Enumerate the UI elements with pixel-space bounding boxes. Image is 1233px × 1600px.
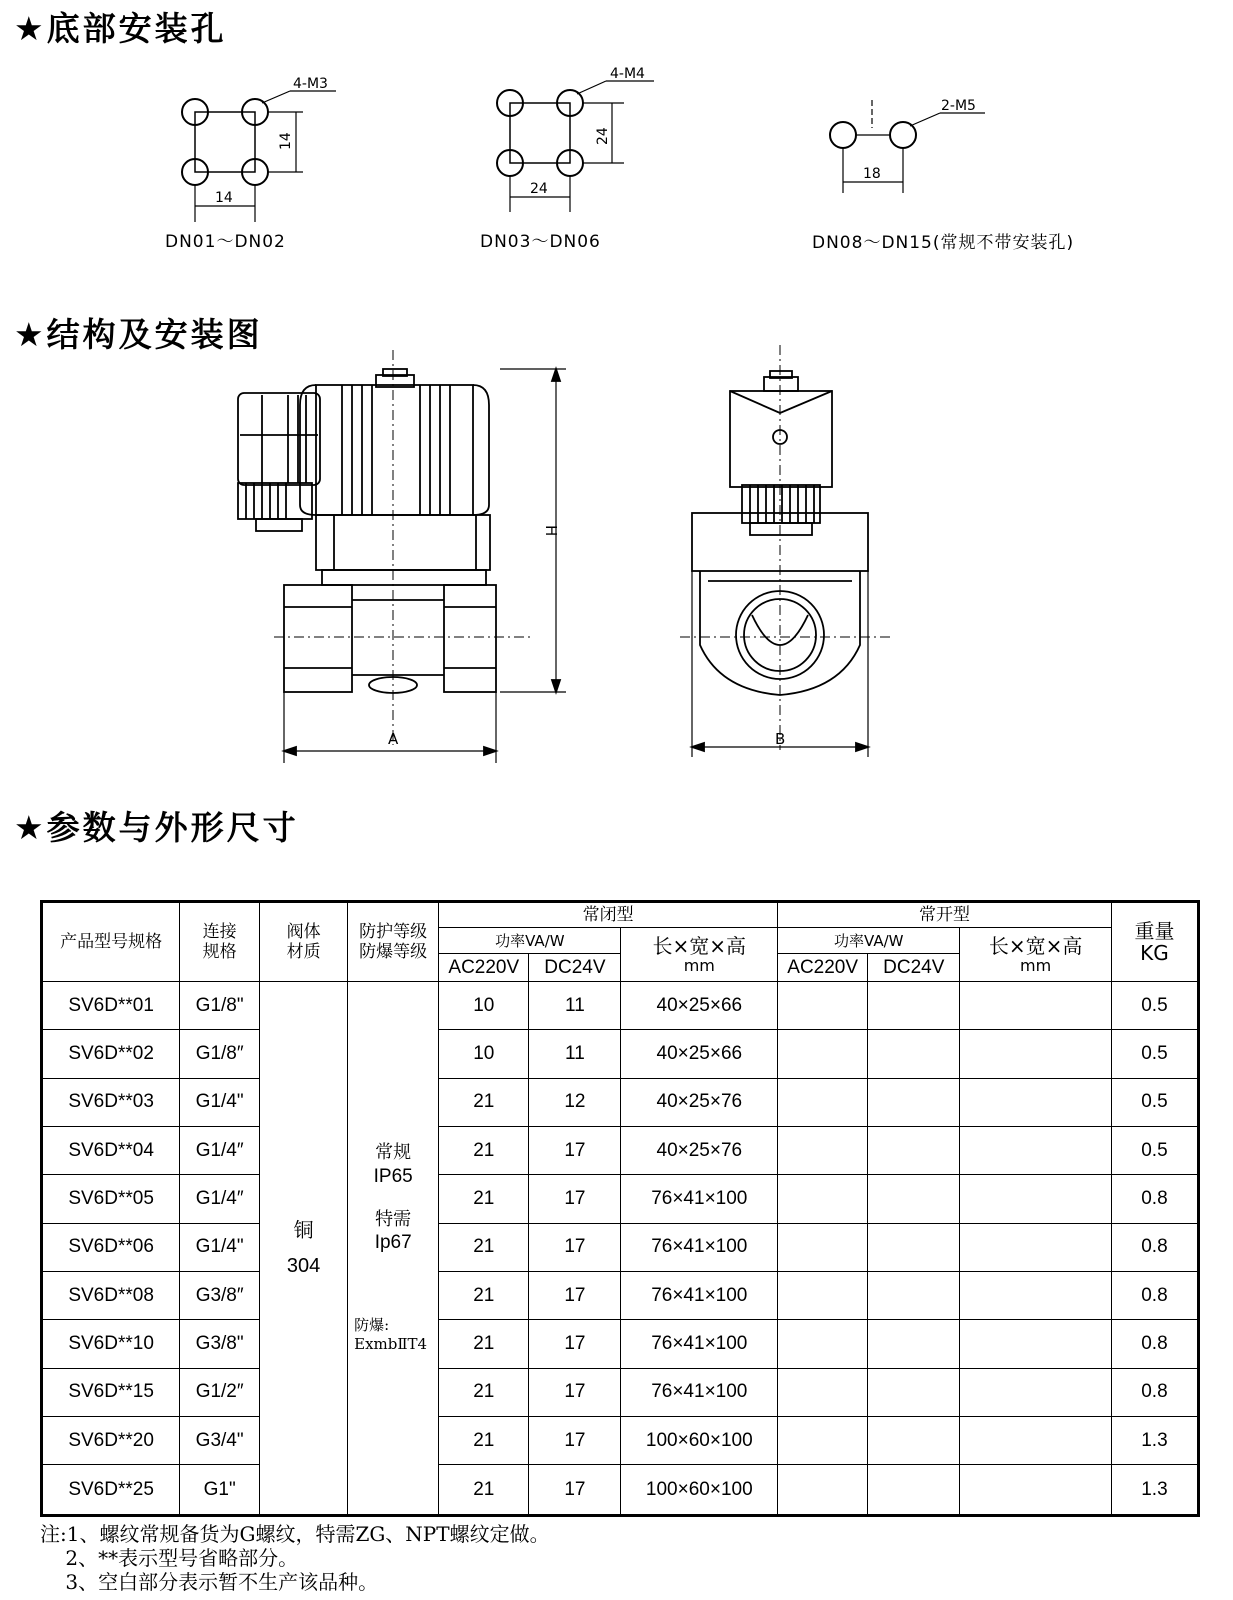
header-body-material: 阀体 材质 [260,902,348,982]
header-normally-closed: 常闭型 [439,902,778,928]
table-row [42,1223,1199,1271]
cell-connection: G1/8" [180,982,260,1030]
mounting-diagram-dn03-dn06 [497,81,654,212]
dim-label-b: B [775,730,786,748]
cell-no-dc [868,1465,960,1516]
cell-weight: 0.8 [1111,1320,1198,1368]
cell-connection: G1" [180,1465,260,1516]
spec-table [40,900,1200,1517]
table-row [42,1320,1199,1368]
table-row [42,1030,1199,1078]
cell-connection: G1/4" [180,1223,260,1271]
cell-nc-dims: 76×41×100 [621,1223,778,1271]
cell-nc-dims: 76×41×100 [621,1175,778,1223]
cell-no-ac [778,1320,868,1368]
cell-weight: 0.8 [1111,1175,1198,1223]
caption-dn03-dn06: DN03～DN06 [480,232,601,252]
table-row [42,1272,1199,1320]
cell-no-dc [868,1417,960,1465]
cell-model: SV6D**20 [42,1417,180,1465]
cell-model: SV6D**05 [42,1175,180,1223]
note-3: 3、空白部分表示暂不生产该品种。 [40,1570,379,1594]
cell-nc-dc: 11 [529,982,621,1030]
thread-label-1: 4-M3 [293,76,328,92]
cell-nc-dc: 17 [529,1417,621,1465]
thread-label-2: 4-M4 [610,66,645,82]
cell-nc-dims: 100×60×100 [621,1417,778,1465]
table-row [42,1127,1199,1175]
dim-label-3h: 18 [863,166,881,182]
cell-no-dc [868,1320,960,1368]
cell-protection: 常规 IP65 特需 Ip67 防爆: ExmbⅡT4 [348,982,439,1516]
header-nc-dims: 长×宽×高 mm [621,928,778,982]
cell-no-dims [960,1127,1112,1175]
cell-nc-ac: 21 [439,1272,529,1320]
mounting-hole-diagrams [0,0,1233,270]
cell-nc-ac: 21 [439,1175,529,1223]
header-no-dc: DC24V [868,954,960,982]
cell-connection: G1/4″ [180,1175,260,1223]
cell-weight: 0.5 [1111,1078,1198,1126]
cell-no-dims [960,1465,1112,1516]
cell-connection: G3/8" [180,1320,260,1368]
header-no-dims: 长×宽×高 mm [960,928,1112,982]
thread-label-3: 2-M5 [941,98,976,114]
cell-no-dims [960,1272,1112,1320]
cell-no-dc [868,982,960,1030]
cell-nc-dc: 17 [529,1272,621,1320]
cell-nc-dims: 40×25×66 [621,1030,778,1078]
cell-nc-dims: 40×25×76 [621,1078,778,1126]
cell-no-dims [960,1078,1112,1126]
cell-nc-dc: 11 [529,1030,621,1078]
cell-model: SV6D**25 [42,1465,180,1516]
cell-no-dims [960,1320,1112,1368]
cell-model: SV6D**15 [42,1368,180,1416]
cell-no-dims [960,1417,1112,1465]
notes [40,1522,550,1594]
cell-no-dc [868,1368,960,1416]
cell-weight: 0.8 [1111,1368,1198,1416]
cell-body-material: 铜 304 [260,982,348,1516]
cell-no-ac [778,1368,868,1416]
dim-label-2v: 24 [595,127,611,145]
cell-model: SV6D**06 [42,1223,180,1271]
caption-dn08-dn15: DN08～DN15(常规不带安装孔) [812,233,1075,253]
cell-nc-dc: 17 [529,1320,621,1368]
cell-model: SV6D**10 [42,1320,180,1368]
cell-connection: G3/8″ [180,1272,260,1320]
header-no-ac: AC220V [778,954,868,982]
cell-nc-ac: 21 [439,1368,529,1416]
cell-nc-dims: 40×25×66 [621,982,778,1030]
cell-nc-dc: 17 [529,1465,621,1516]
section-title-parameters: ★参数与外形尺寸 [14,808,299,847]
cell-nc-dims: 76×41×100 [621,1368,778,1416]
header-nc-dc: DC24V [529,954,621,982]
header-normally-open: 常开型 [778,902,1112,928]
cell-connection: G1/8″ [180,1030,260,1078]
cell-weight: 0.5 [1111,982,1198,1030]
cell-nc-ac: 10 [439,982,529,1030]
cell-model: SV6D**01 [42,982,180,1030]
cell-connection: G1/2″ [180,1368,260,1416]
cell-nc-ac: 21 [439,1078,529,1126]
cell-nc-ac: 21 [439,1320,529,1368]
cell-no-ac [778,1175,868,1223]
cell-nc-dc: 17 [529,1175,621,1223]
note-1: 注:1、螺纹常规备货为G螺纹，特需ZG、NPT螺纹定做。 [40,1522,550,1546]
cell-weight: 0.8 [1111,1272,1198,1320]
cell-no-ac [778,982,868,1030]
cell-nc-ac: 10 [439,1030,529,1078]
cell-weight: 0.5 [1111,1030,1198,1078]
cell-nc-ac: 21 [439,1127,529,1175]
cell-model: SV6D**04 [42,1127,180,1175]
cell-no-ac [778,1417,868,1465]
dim-label-1h: 14 [215,190,233,206]
cell-nc-dc: 17 [529,1223,621,1271]
cell-no-ac [778,1465,868,1516]
cell-model: SV6D**08 [42,1272,180,1320]
cell-no-dc [868,1223,960,1271]
cell-nc-dims: 76×41×100 [621,1320,778,1368]
dim-label-1v: 14 [278,132,294,150]
cell-no-ac [778,1127,868,1175]
table-row [42,1417,1199,1465]
cell-connection: G1/4" [180,1078,260,1126]
cell-no-dc [868,1175,960,1223]
header-protection: 防护等级 防爆等级 [348,902,439,982]
header-no-power: 功率VA/W [778,928,960,954]
table-row [42,982,1199,1030]
mounting-diagram-dn01-dn02 [182,91,336,222]
cell-no-dc [868,1078,960,1126]
cell-no-ac [778,1272,868,1320]
header-weight: 重量 KG [1111,902,1198,982]
cell-weight: 1.3 [1111,1465,1198,1516]
cell-no-ac [778,1223,868,1271]
cell-nc-dims: 100×60×100 [621,1465,778,1516]
table-row [42,1368,1199,1416]
cell-nc-dc: 17 [529,1368,621,1416]
cell-no-dims [960,1368,1112,1416]
cell-connection: G3/4" [180,1417,260,1465]
dim-label-h: H [542,525,560,537]
cell-nc-dims: 76×41×100 [621,1272,778,1320]
table-row [42,1175,1199,1223]
cell-no-dc [868,1272,960,1320]
section-title-mounting-holes: ★底部安装孔 [14,9,227,48]
cell-nc-ac: 21 [439,1223,529,1271]
table-row [42,1078,1199,1126]
cell-no-dims [960,982,1112,1030]
cell-no-ac [778,1030,868,1078]
valve-front-view [680,345,890,757]
cell-no-ac [778,1078,868,1126]
valve-structure-drawing [0,345,1233,765]
cell-no-dims [960,1175,1112,1223]
cell-nc-dc: 17 [529,1127,621,1175]
cell-weight: 0.8 [1111,1223,1198,1271]
section-title-structure: ★结构及安装图 [14,315,263,354]
cell-connection: G1/4″ [180,1127,260,1175]
dim-label-a: A [388,730,399,748]
table-row [42,1465,1199,1516]
cell-nc-ac: 21 [439,1465,529,1516]
header-nc-power: 功率VA/W [439,928,621,954]
header-nc-ac: AC220V [439,954,529,982]
cell-model: SV6D**02 [42,1030,180,1078]
cell-no-dims [960,1223,1112,1271]
cell-no-dims [960,1030,1112,1078]
cell-weight: 0.5 [1111,1127,1198,1175]
cell-no-dc [868,1127,960,1175]
caption-dn01-dn02: DN01～DN02 [165,232,286,252]
dim-label-2h: 24 [530,181,548,197]
cell-nc-dc: 12 [529,1078,621,1126]
note-2: 2、**表示型号省略部分。 [40,1546,299,1570]
cell-nc-ac: 21 [439,1417,529,1465]
cell-nc-dims: 40×25×76 [621,1127,778,1175]
header-connection: 连接 规格 [180,902,260,982]
cell-no-dc [868,1030,960,1078]
cell-weight: 1.3 [1111,1417,1198,1465]
header-model: 产品型号规格 [42,902,180,982]
valve-side-view [238,350,566,763]
cell-model: SV6D**03 [42,1078,180,1126]
